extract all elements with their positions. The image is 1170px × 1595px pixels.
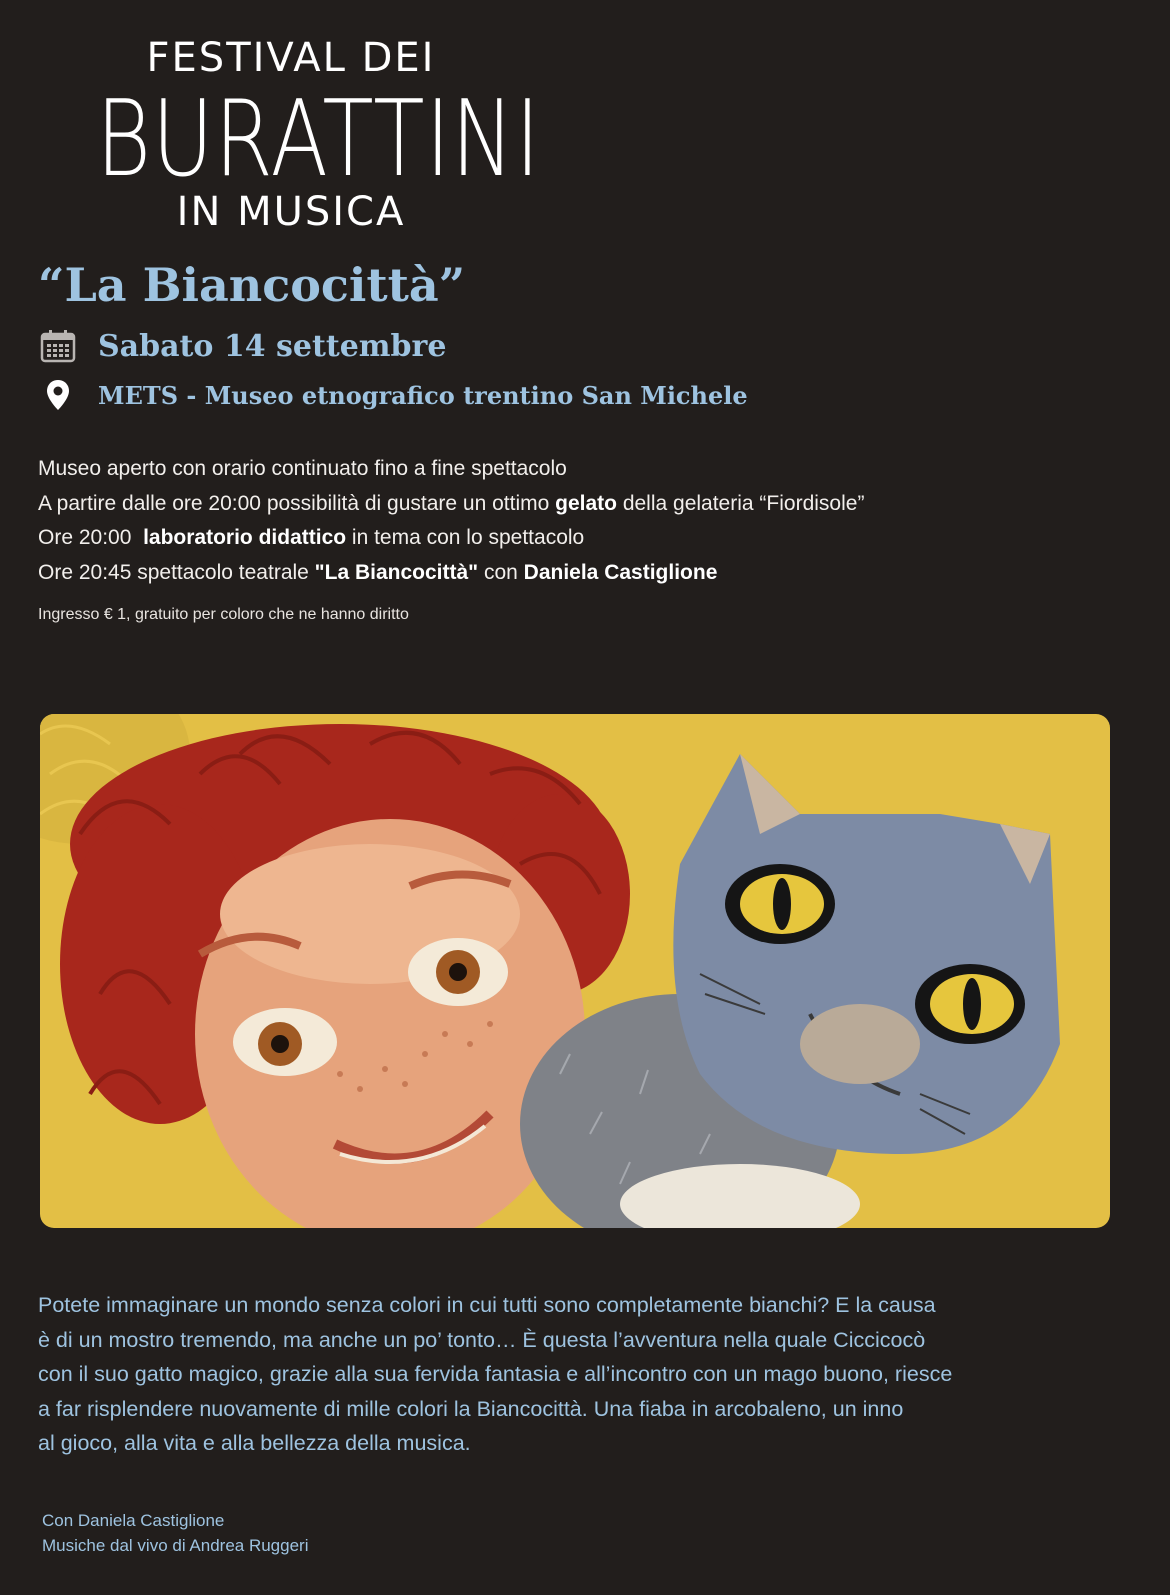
event-info xyxy=(38,452,864,590)
info-highlight: Daniela Castiglione xyxy=(523,560,718,584)
credit-music: Musiche dal vivo di Andrea Ruggeri xyxy=(42,1536,309,1555)
info-line-2 xyxy=(38,487,864,522)
info-line-1: Museo aperto con orario continuato fino a fine spettacolo xyxy=(38,457,567,480)
description-line: è di un mostro tremendo, ma anche un po’ tonto… È questa l’avventura nella quale Ciccicocò xyxy=(38,1327,926,1352)
festival-logo xyxy=(96,34,541,236)
info-line-3 xyxy=(38,521,864,556)
logo-line-2: BURATTINI xyxy=(96,77,541,200)
event-location: METS - Museo etnografico trentino San Michele xyxy=(98,380,748,410)
info-line-4 xyxy=(38,556,864,591)
event-description xyxy=(38,1288,1128,1461)
event-title: “La Biancocittà” xyxy=(38,258,466,312)
credit-performer: Con Daniela Castiglione xyxy=(42,1511,225,1530)
info-text: A partire dalle ore 20:00 possibilità di gustare un ottimo xyxy=(38,491,556,515)
description-line: con il suo gatto magico, grazie alla sua fervida fantasia e all’incontro con un mago buono, riesce xyxy=(38,1362,953,1386)
description-line: Potete immaginare un mondo senza colori in cui tutti sono completamente bianchi? E la causa xyxy=(38,1293,936,1317)
credits xyxy=(42,1508,308,1558)
entrance-note: Ingresso € 1, gratuito per coloro che ne hanno diritto xyxy=(38,606,409,623)
info-highlight: laboratorio didattico xyxy=(143,526,347,549)
info-text: Ore 20:00 xyxy=(38,526,144,549)
event-date-row xyxy=(38,326,446,366)
info-highlight: gelato xyxy=(555,491,617,515)
event-date: Sabato 14 settembre xyxy=(98,328,447,364)
info-text: in tema con lo spettacolo xyxy=(346,526,585,549)
description-line: a far risplendere nuovamente di mille colori la Biancocittà. Una fiaba in arcobaleno, un inno xyxy=(38,1396,904,1421)
info-text: con xyxy=(478,560,524,584)
logo-line-1: FESTIVAL DEI xyxy=(146,35,436,81)
calendar-icon xyxy=(38,326,78,366)
event-location-row xyxy=(38,375,748,415)
description-line: al gioco, alla vita e alla bellezza della musica. xyxy=(38,1431,471,1455)
logo-line-3: IN MUSICA xyxy=(176,189,406,235)
map-pin-icon xyxy=(38,375,78,415)
puppets-photo xyxy=(40,714,1110,1228)
info-highlight: "La Biancocittà" xyxy=(314,560,479,584)
info-text: Ore 20:45 spettacolo teatrale xyxy=(38,560,315,584)
info-text: della gelateria “Fiordisole” xyxy=(616,491,865,515)
